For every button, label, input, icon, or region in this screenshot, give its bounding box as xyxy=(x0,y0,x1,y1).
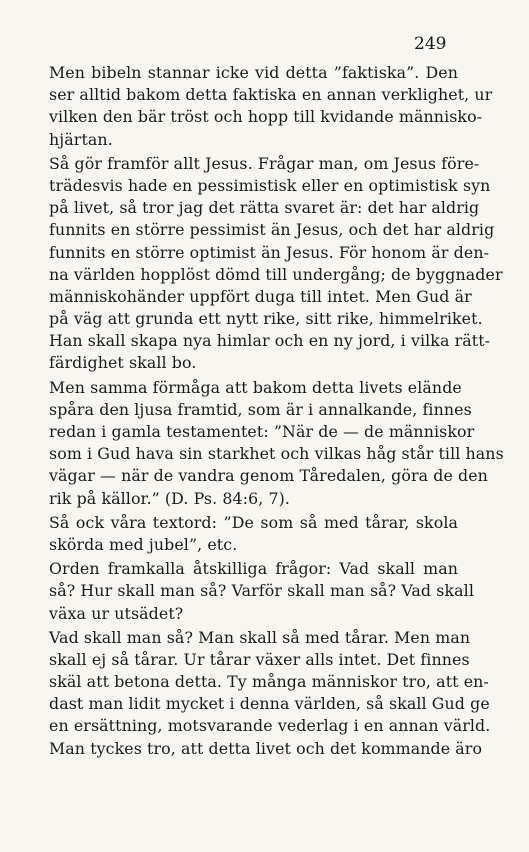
paragraph xyxy=(49,62,493,151)
text-line: trädesvis hade en pessimistisk eller en optimistisk syn xyxy=(49,175,491,195)
paragraph xyxy=(49,377,504,510)
text-line: skörda med jubel”, etc. xyxy=(49,534,238,554)
page-number: 249 xyxy=(414,34,447,54)
text-line: Orden framkalla åtskilliga frågor: Vad skall man xyxy=(49,559,458,579)
text-line: människohänder uppfört duga till intet. Men Gud är xyxy=(49,286,472,306)
text-line: Vad skall man så? Man skall så med tårar. Men man xyxy=(49,627,471,647)
text-line: redan i gamla testamentet: ”När de — de människor xyxy=(49,422,475,441)
text-line: Han skall skapa nya himlar och en ny jord, i vilka rätt- xyxy=(49,331,491,351)
paragraph xyxy=(49,627,491,760)
text-line: hjärtan. xyxy=(49,129,113,149)
text-line: vilken den bär tröst och hopp till kvidande människo- xyxy=(49,107,483,127)
text-line: dast man lidit mycket i denna världen, så skall Gud ge xyxy=(49,694,490,714)
text-line: spåra den ljusa framtid, som är i annalkande, finnes xyxy=(49,399,472,419)
text-line: funnits en större pessimist än Jesus, och det har aldrig xyxy=(49,220,495,240)
body-text xyxy=(49,62,504,760)
text-line: Man tyckes tro, att detta livet och det kommande äro xyxy=(49,738,483,758)
text-line: Men samma förmåga att bakom detta livets elände xyxy=(49,377,462,397)
paragraph xyxy=(49,153,503,375)
text-line: Men bibeln stannar icke vid detta ”faktiska”. Den xyxy=(49,63,458,82)
text-line: rik på källor.” (D. Ps. 84:6, 7). xyxy=(49,488,291,508)
text-line: vägar — när de vandra genom Tåredalen, göra de den xyxy=(49,466,488,486)
text-line: så? Hur skall man så? Varför skall man så? Vad skall xyxy=(49,581,474,601)
text-line: skall ej så tårar. Ur tårar växer alls intet. Det finnes xyxy=(49,649,470,669)
text-line: på livet, så tror jag det rätta svaret är: det har aldrig xyxy=(49,198,480,218)
paragraph xyxy=(49,558,474,625)
text-line: växa ur utsädet? xyxy=(49,603,184,623)
text-line: på väg att grunda ett nytt rike, sitt rike, himmelriket. xyxy=(49,309,483,329)
text-line: färdighet skall bo. xyxy=(49,353,197,373)
text-line: Så gör framför allt Jesus. Frågar man, om Jesus före- xyxy=(49,153,480,173)
text-line: na världen hopplöst dömd till undergång; de byggnader xyxy=(49,264,503,284)
text-line: en ersättning, motsvarande vederlag i en annan värld. xyxy=(49,716,491,736)
paragraph xyxy=(49,512,458,556)
text-line: funnits en större optimist än Jesus. För honom är den- xyxy=(49,242,490,262)
text-line: som i Gud hava sin starkhet och vilkas håg står till hans xyxy=(49,444,504,464)
text-line: Så ock våra textord: ”De som så med tårar, skola xyxy=(49,512,458,532)
text-line: ser alltid bakom detta faktiska en annan verklighet, ur xyxy=(49,85,493,105)
text-line: skäl att betona detta. Ty många människor tro, att en- xyxy=(49,672,489,692)
